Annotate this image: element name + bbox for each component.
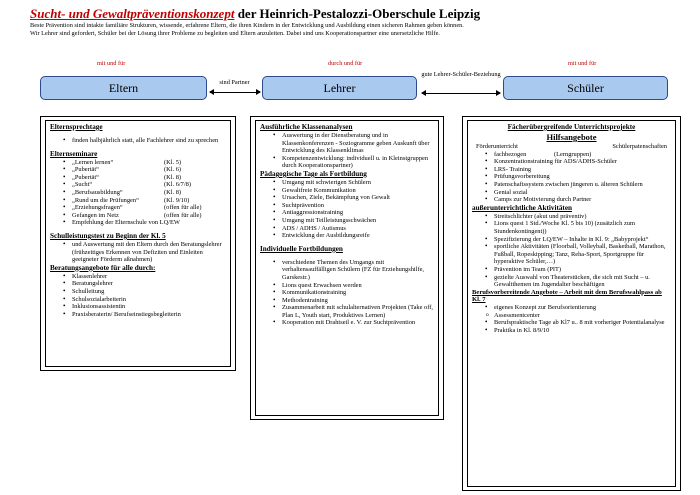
column-lehrer	[250, 116, 444, 420]
sub-foerderunterricht: Förderunterricht	[476, 143, 518, 150]
page-title	[30, 6, 480, 22]
list-item: • Methodentraining	[260, 297, 434, 305]
list-item: • eigenes Konzept zur Berufsorientierung	[472, 304, 671, 312]
sub-schuelerpatenschaften: Schülerpatenschaften	[612, 143, 667, 150]
list-item: • Berufspraktische Tage ab Kl7 u.. 8 mit vorheriger Potentialanalyse	[472, 319, 671, 327]
list-item: • Antiaggressionstraining	[260, 209, 434, 217]
list-item: • „Pubertät“ (Kl. 6)	[50, 166, 226, 174]
list-item: • Patenschaftssystem zwischen jüngeren u. älteren Schülern	[472, 181, 671, 189]
list-item: • gezielte Auswahl von Theaterstücken, die sich mit Sucht – u. Gewaltthemen im Jugendalter beschäftigen	[472, 274, 671, 289]
box-schueler: Schüler	[503, 76, 668, 100]
list-item: • Praxisberaterin/ Berufseinstiegsbegleiterin	[50, 311, 226, 319]
title-rest: der Heinrich-Pestalozzi-Oberschule Leipzig	[234, 6, 481, 21]
list-item: • sportliche Aktivitäten (Floorball, Volleyball, Basketball, Marathon, Fußball, Ropeskipping; Tanz, Reha-Sport, Sportgruppe für hyperaktive Schüler,…)	[472, 243, 671, 266]
label-center: durch und für	[328, 60, 363, 67]
box-lehrer: Lehrer	[262, 76, 417, 100]
heading-elternseminare: Elternseminare	[50, 149, 98, 158]
heading-hilfsangebote: Hilfsangebote	[546, 132, 597, 142]
list-item: • „Erziehungsfragen“ (offen für alle)	[50, 204, 226, 212]
heading-beratungsangebote: Beratungsangebote für alle durch:	[50, 263, 156, 272]
list-item: • Umgang mit Teilleistungsschwächen	[260, 217, 434, 225]
list-item: • Zusammenarbeit mit schulalternativen Projekten (Take off, Plan L, Youth start, Produktives Lernen)	[260, 304, 434, 319]
arrow-label-left: sind Partner	[219, 79, 250, 86]
heading-schulleistungstest: Schulleistungstest zu Beginn der Kl. 5	[50, 231, 166, 240]
list-item: • Gefangen im Netz (offen für alle)	[50, 212, 226, 220]
list-item: • Streitschlichter (akut und präventiv)	[472, 213, 671, 221]
list-item: o Assessmentcenter	[472, 312, 671, 320]
list-item: • Empfehlung der Elternschule von LQ/EW	[50, 219, 226, 227]
list-item: • Ursachen, Ziele, Bekämpfung von Gewalt	[260, 194, 434, 202]
intro-text	[30, 22, 680, 38]
list-item: • „Berufsausbildung“ (Kl. 8)	[50, 189, 226, 197]
list-item: • Schulleitung	[50, 288, 226, 296]
label-right: mit und für	[568, 60, 597, 67]
intro-line: Wir Lehrer sind gefordert, Schüler bei der Lösung ihrer Probleme zu begleiten und Eltern anzuleiten. Dabei sind uns Kooperationspartner eine unersetzliche Hilfe.	[30, 30, 440, 37]
double-arrow-icon	[210, 92, 260, 93]
list-item: • Konzentrationstraining für ADS/ADHS-Schüler	[472, 158, 671, 166]
list-item: • Lions quest 1 Std./Woche Kl. 5 bis 10) (zusätzlich zum Stundenkontingent))	[472, 220, 671, 235]
list-item: • Schulsozialarbeiterin	[50, 296, 226, 304]
title-main: Sucht- und Gewaltpräventionskonzept	[30, 6, 235, 21]
list-item: • Inklusionsassistentin	[50, 303, 226, 311]
label-left: mit und für	[97, 60, 126, 67]
heading-unterrichtsprojekte: Fächerübergreifende Unterrichtsprojekte	[507, 123, 636, 131]
list-item: • Spezifizierung der LQ/EW – Inhalte in Kl. 9: „Babyprojekt“	[472, 236, 671, 244]
list-item: • „Sucht“ (Kl. 6/7/8)	[50, 181, 226, 189]
list-item: • „Rund um die Prüfungen“ (Kl. 9/10)	[50, 197, 226, 205]
list-item: • LRS- Training	[472, 166, 671, 174]
list-item: • finden halbjährlich statt, alle Fachlehrer sind zu sprechen	[50, 137, 226, 145]
column-schueler	[462, 116, 681, 491]
column-eltern	[40, 116, 236, 371]
list-item: • Praktika in Kl. 8/9/10	[472, 327, 671, 335]
list-item: • Suchtprävention	[260, 202, 434, 210]
list-item: • Kooperation mit Drahtseil e. V. zur Suchtprävention	[260, 319, 434, 327]
list-item: • Genial sozial	[472, 189, 671, 197]
list-item: • Kompetenzentwicklung: individuell u. in Kleinstgruppen durch Kooperationspartner)	[260, 155, 434, 170]
list-item: • Camps zur Motivierung durch Partner	[472, 196, 671, 204]
list-item: • fachbezogen (Lerngruppen)	[472, 151, 671, 159]
list-item: • Auswertung in der Dienstberatung und in Klassenkonferenzen - Soziogramme geben Auskunft über Entwicklung des Klassenklimas	[260, 132, 434, 155]
heading-paedagogische-tage: Pädagogische Tage als Fortbildung	[260, 169, 367, 178]
list-item: • und Auswertung mit den Eltern durch den Beratungslehrer (frühzeitiges Erkennen von Defiziten und Einleiten geeigneter Förderm aßnahmen)	[50, 241, 226, 264]
list-item: • Gewaltfreie Kommunikation	[260, 187, 434, 195]
arrow-label-right: gute Lehrer-Schüler-Beziehung	[421, 71, 501, 78]
heading-klassenanalysen: Ausführliche Klassenanalysen	[260, 123, 353, 131]
list-item: • Umgang mit schwierigen Schülern	[260, 179, 434, 187]
list-item: • verschiedene Themen des Umgangs mit verhaltensauffälligen Schülern (FZ für Erziehungshilfe, Garskestr.)	[260, 259, 434, 282]
intro-line: Beste Prävention sind intakte familiäre Strukturen, wissende, erfahrene Eltern, die ihren Kindern in der Entwicklung und Ausbildung einen sicheren Rahmen geben können.	[30, 22, 464, 29]
list-item: • Entwicklung der Ausbildungsreife	[260, 232, 434, 240]
heading-elternsprechtage: Elternsprechtage	[50, 123, 103, 131]
list-item: • „Pubertät“ (Kl. 8)	[50, 174, 226, 182]
heading-ausserunterrichtlich: außerunterrichtliche Aktivitäten	[472, 203, 573, 212]
list-item: • Beratungslehrer	[50, 280, 226, 288]
heading-individuelle-fortbildungen: Individuelle Fortbildungen	[260, 244, 343, 253]
list-item: • „Lernen lernen“ (Kl. 5)	[50, 159, 226, 167]
list-item: • Prüfungsvorbereitung	[472, 173, 671, 181]
list-item: • ADS / ADHS / Autismus	[260, 225, 434, 233]
list-item: • Lions quest Erwachsen werden	[260, 282, 434, 290]
heading-berufsvorbereitung: Berufsvorbereitende Angebote – Arbeit mit dem Berufswahlpass ab Kl. 7	[472, 288, 662, 304]
list-item: • Prävention im Team (PIT)	[472, 266, 671, 274]
box-eltern: Eltern	[40, 76, 207, 100]
list-item: • Klassenlehrer	[50, 273, 226, 281]
list-item: • Kommunikationstraining	[260, 289, 434, 297]
double-arrow-icon	[422, 93, 500, 94]
